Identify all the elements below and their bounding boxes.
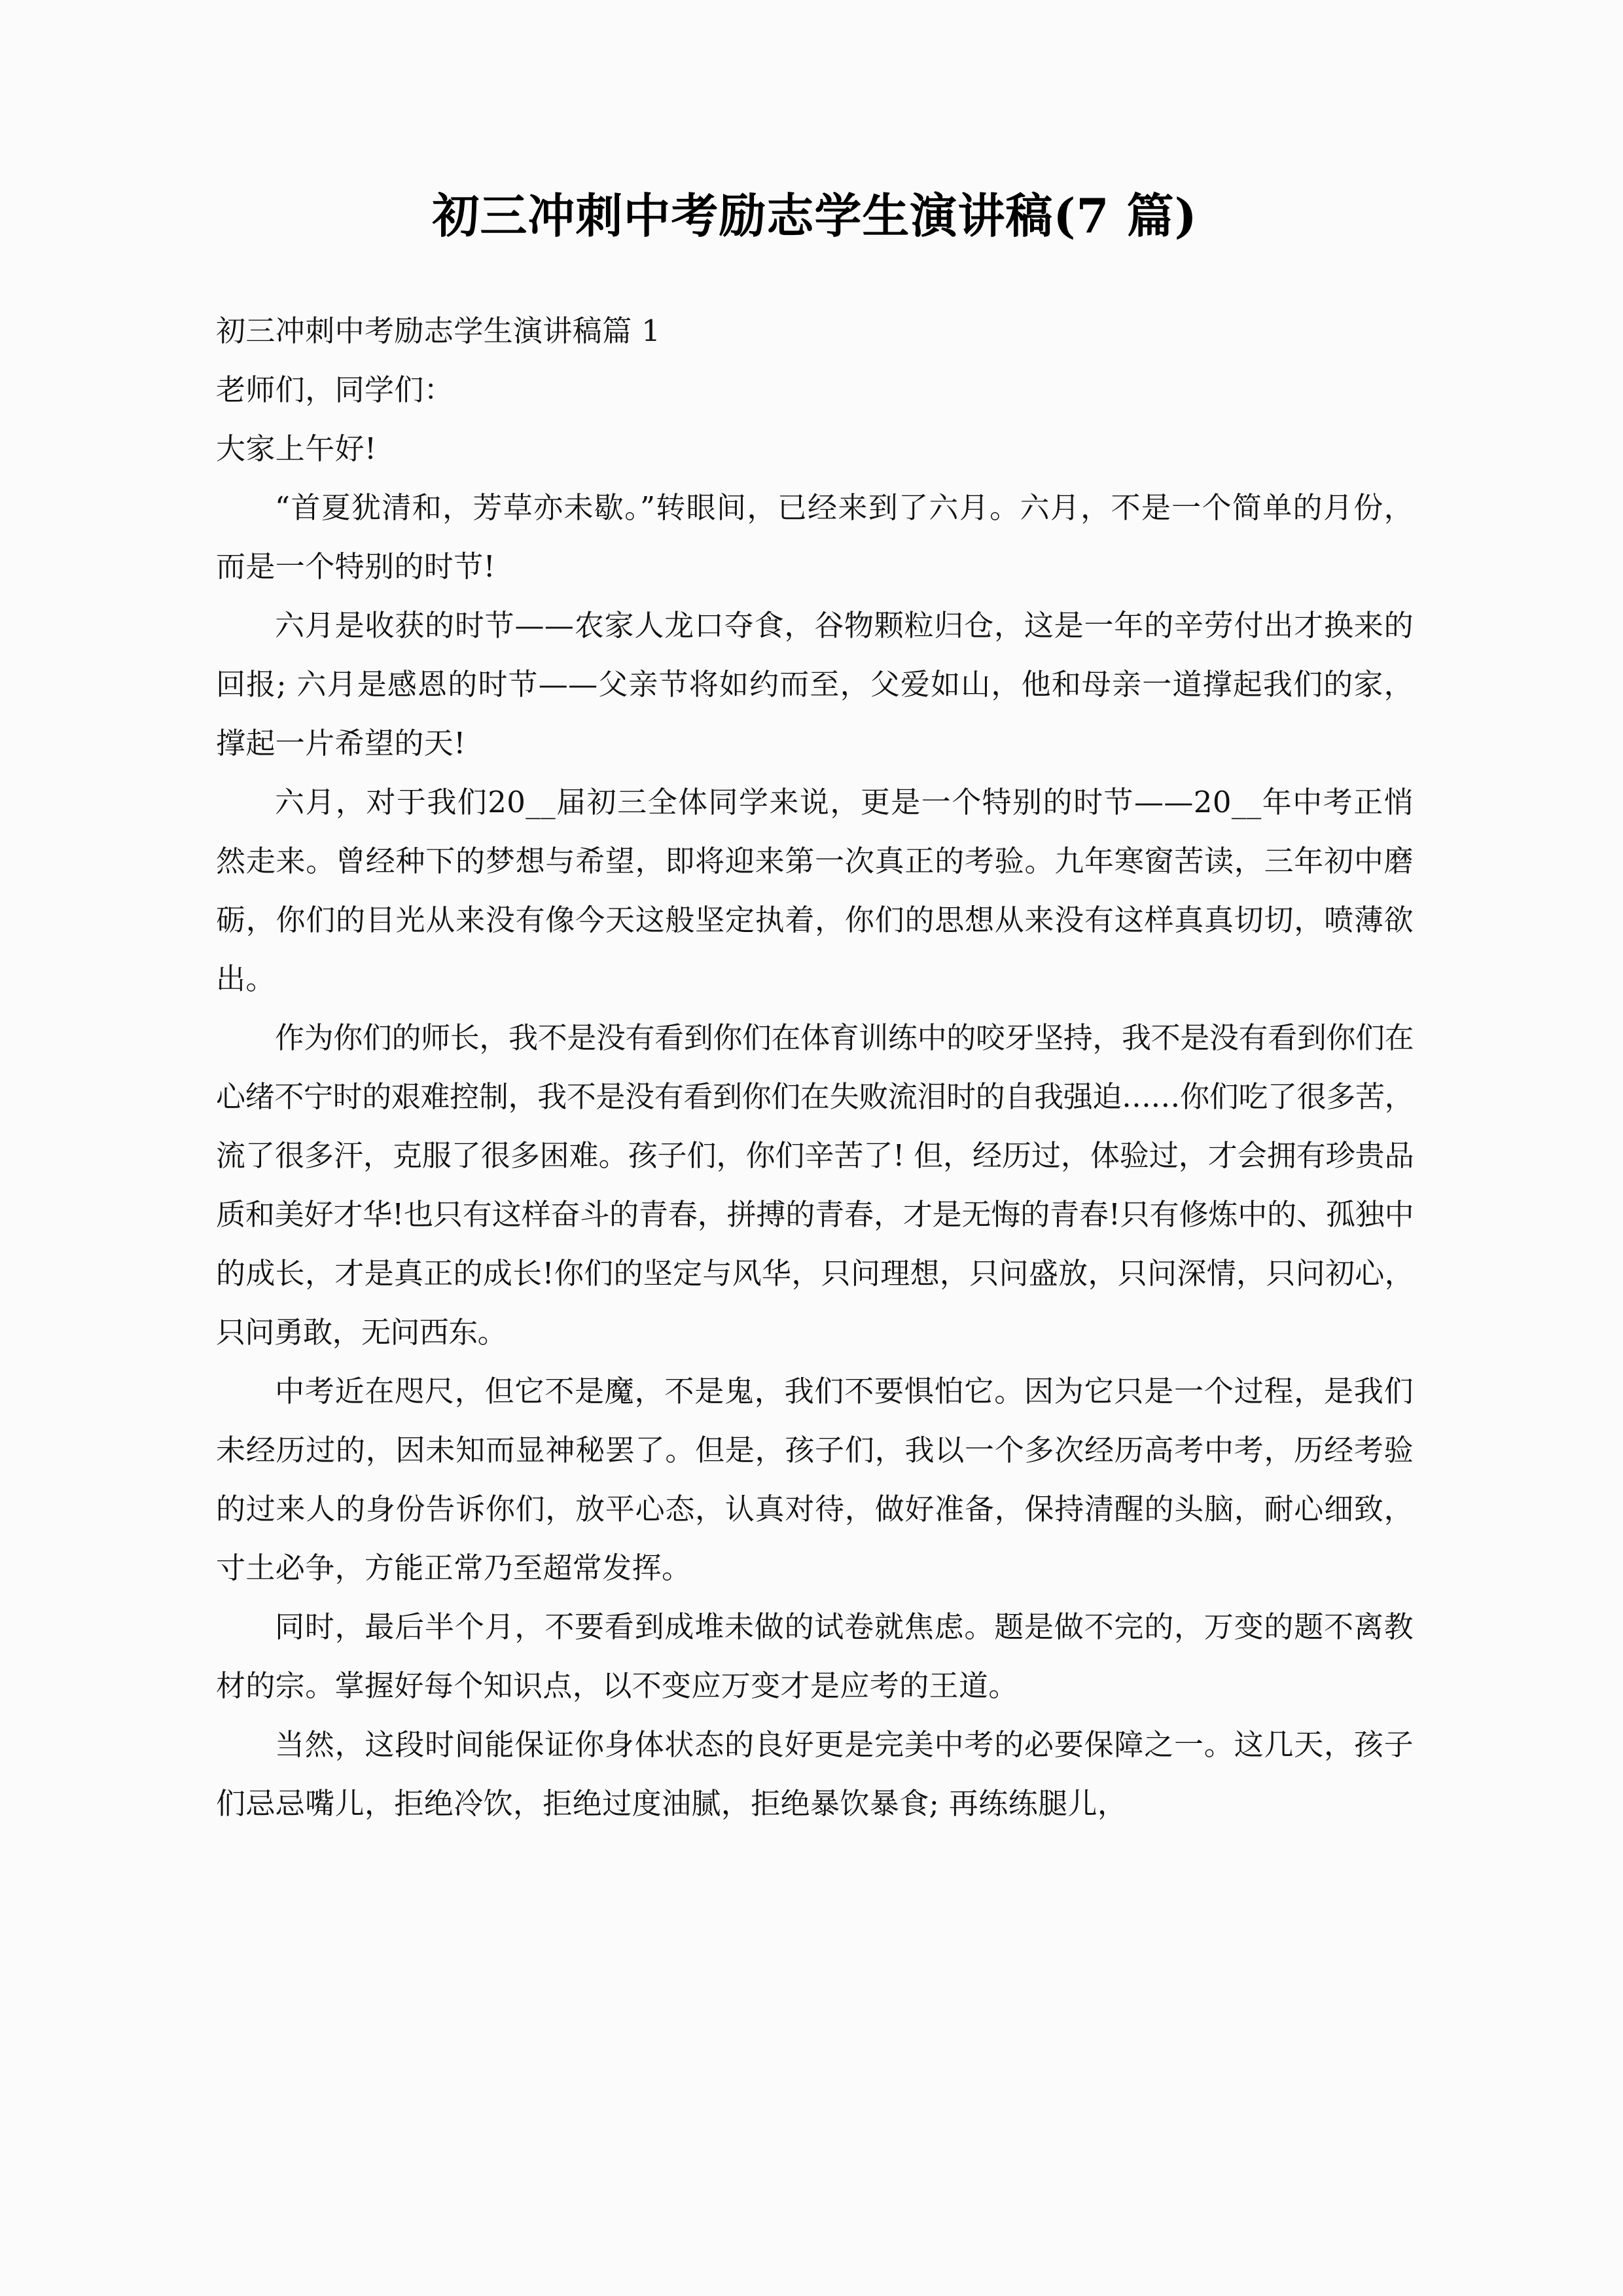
body-paragraph-4: 作为你们的师长，我不是没有看到你们在体育训练中的咬牙坚持，我不是没有看到你们在心绪不宁时的艰难控制，我不是没有看到你们在失败流泪时的自我强迫……你们吃了很多苦，流了很多汗，克服了很多困难。孩子们，你们辛苦了! 但，经历过，体验过，才会拥有珍贵品质和美好才华!也只有这样奋斗的青春，拼搏的青春，才是无悔的青春!只有修炼中的、孤独中的成长，才是真正的成长!你们的坚定与风华，只问理想，只问盛放，只问深情，只问初心，只问勇敢，无问西东。	[216, 1020, 1414, 1350]
body-paragraph-3: 六月，对于我们20__届初三全体同学来说，更是一个特别的时节——20__年中考正悄然走来。曾经种下的梦想与希望，即将迎来第一次真正的考验。九年寒窗苦读，三年初中磨砺，你们的目光从来没有像今天这般坚定执着，你们的思想从来没有这样真真切切，喷薄欲出。	[216, 785, 1414, 996]
page-title: 初三冲刺中考励志学生演讲稿(7 篇)	[432, 188, 1198, 243]
body-paragraph-2: 六月是收获的时节——农家人龙口夺食，谷物颗粒归仓，这是一年的辛劳付出才换来的回报; 六月是感恩的时节——父亲节将如约而至，父爱如山，他和母亲一道撑起我们的家，撑起一片希望的天!	[216, 608, 1414, 761]
salutation-line: 老师们，同学们：	[216, 372, 454, 407]
body-paragraph-6: 同时，最后半个月，不要看到成堆未做的试卷就焦虑。题是做不完的，万变的题不离教材的宗。掌握好每个知识点，以不变应万变才是应考的王道。	[216, 1609, 1414, 1703]
page-body	[216, 0, 1414, 2296]
body-paragraph-1: “首夏犹清和，芳草亦未歇。”转眼间，已经来到了六月。六月，不是一个简单的月份，而是一个特别的时节!	[216, 490, 1414, 584]
body-paragraph-7: 当然，这段时间能保证你身体状态的良好更是完美中考的必要保障之一。这几天，孩子们忌忌嘴儿，拒绝冷饮，拒绝过度油腻，拒绝暴饮暴食; 再练练腿儿，	[216, 1727, 1414, 1821]
greeting-line: 大家上午好!	[216, 431, 377, 466]
document-content	[216, 302, 1414, 1833]
body-paragraph-5: 中考近在咫尺，但它不是魔，不是鬼，我们不要惧怕它。因为它只是一个过程，是我们未经历过的，因未知而显神秘罢了。但是，孩子们，我以一个多次经历高考中考，历经考验的过来人的身份告诉你们，放平心态，认真对待，做好准备，保持清醒的头脑，耐心细致，寸土必争，方能正常乃至超常发挥。	[216, 1374, 1414, 1585]
section-heading-line: 初三冲刺中考励志学生演讲稿篇 1	[216, 314, 661, 348]
